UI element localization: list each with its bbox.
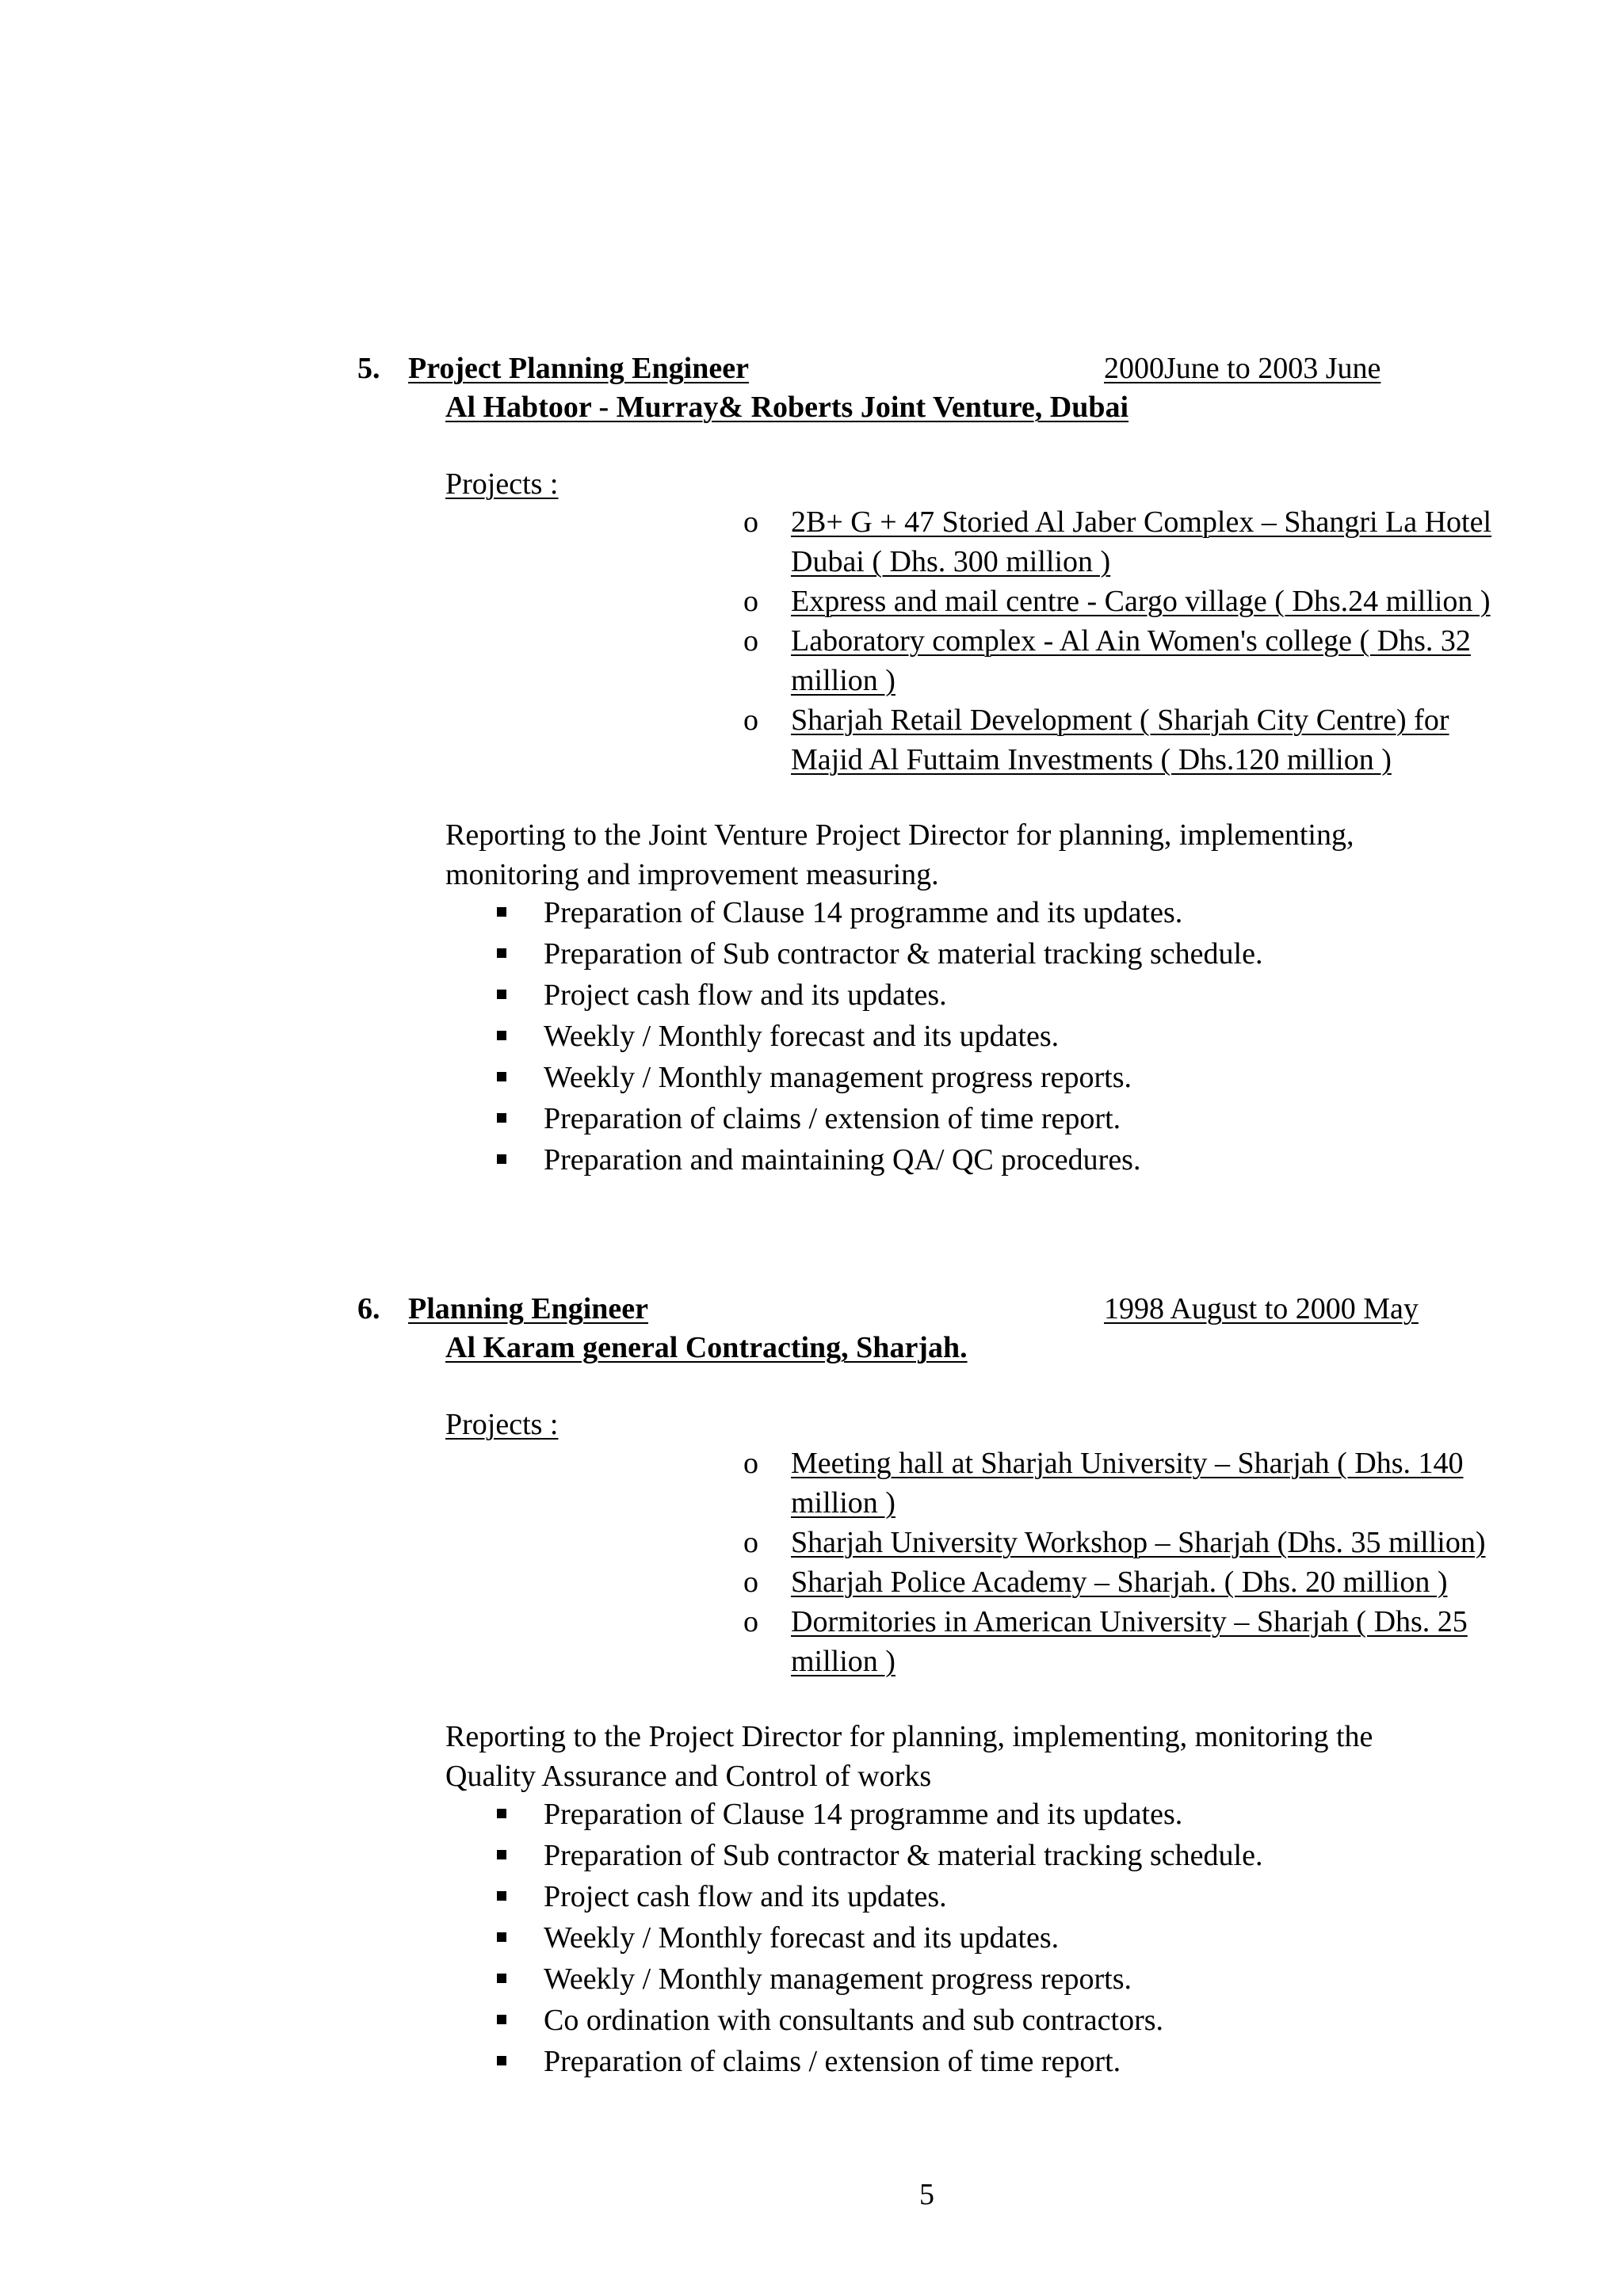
project-item-line: 2B+ G + 47 Storied Al Jaber Complex – Shangri La Hotel bbox=[791, 505, 1492, 539]
project-item-line: Dubai ( Dhs. 300 million ) bbox=[791, 545, 1111, 578]
project-item-line: Meeting hall at Sharjah University – Sharjah ( Dhs. 140 bbox=[791, 1447, 1464, 1480]
project-bullet: o bbox=[743, 1605, 758, 1638]
square-bullet-icon bbox=[497, 2015, 506, 2024]
square-bullet-icon bbox=[497, 948, 506, 958]
project-bullet: o bbox=[743, 1526, 758, 1559]
duty-item: Project cash flow and its updates. bbox=[544, 1880, 947, 1913]
project-bullet: o bbox=[743, 585, 758, 618]
job-dates: 2000June to 2003 June bbox=[1104, 352, 1381, 385]
summary-line: Quality Assurance and Control of works bbox=[445, 1760, 932, 1793]
job-title: Project Planning Engineer bbox=[408, 352, 749, 385]
duty-item: Project cash flow and its updates. bbox=[544, 978, 947, 1012]
duty-item: Co ordination with consultants and sub contractors. bbox=[544, 2004, 1164, 2037]
project-item-line: Dormitories in American University – Sharjah ( Dhs. 25 bbox=[791, 1605, 1468, 1638]
project-item-line: million ) bbox=[791, 1486, 896, 1520]
duty-item: Weekly / Monthly management progress reports. bbox=[544, 1962, 1132, 1996]
project-bullet: o bbox=[743, 1566, 758, 1599]
section-number: 5. bbox=[357, 352, 380, 385]
square-bullet-icon bbox=[497, 1932, 506, 1942]
square-bullet-icon bbox=[497, 907, 506, 917]
project-item-line: Sharjah University Workshop – Sharjah (Dhs. 35 million) bbox=[791, 1526, 1486, 1559]
projects-label: Projects : bbox=[445, 467, 559, 501]
project-item-line: Majid Al Futtaim Investments ( Dhs.120 million ) bbox=[791, 743, 1392, 776]
summary-line: Reporting to the Project Director for planning, implementing, monitoring the bbox=[445, 1720, 1373, 1753]
square-bullet-icon bbox=[497, 2056, 506, 2065]
job-dates: 1998 August to 2000 May bbox=[1104, 1292, 1419, 1325]
duty-item: Weekly / Monthly forecast and its updates. bbox=[544, 1020, 1060, 1053]
duty-item: Preparation and maintaining QA/ QC procedures. bbox=[544, 1143, 1141, 1177]
company-name: Al Habtoor - Murray& Roberts Joint Venture, Dubai bbox=[445, 391, 1129, 424]
project-bullet: o bbox=[743, 624, 758, 658]
square-bullet-icon bbox=[497, 1974, 506, 1983]
company-name: Al Karam general Contracting, Sharjah. bbox=[445, 1331, 968, 1364]
square-bullet-icon bbox=[497, 1072, 506, 1081]
job-title: Planning Engineer bbox=[408, 1292, 648, 1325]
square-bullet-icon bbox=[497, 1031, 506, 1040]
project-item-line: million ) bbox=[791, 1645, 896, 1678]
project-item-line: Sharjah Police Academy – Sharjah. ( Dhs. 20 million ) bbox=[791, 1566, 1448, 1599]
duty-item: Preparation of claims / extension of time report. bbox=[544, 2045, 1121, 2078]
section-number: 6. bbox=[357, 1292, 380, 1325]
duty-item: Preparation of Clause 14 programme and its updates. bbox=[544, 896, 1183, 929]
duty-item: Weekly / Monthly forecast and its updates. bbox=[544, 1921, 1060, 1955]
summary-line: monitoring and improvement measuring. bbox=[445, 858, 939, 891]
square-bullet-icon bbox=[497, 990, 506, 999]
duty-item: Preparation of Sub contractor & material tracking schedule. bbox=[544, 937, 1263, 971]
project-bullet: o bbox=[743, 505, 758, 539]
duty-item: Weekly / Monthly management progress reports. bbox=[544, 1061, 1132, 1094]
duty-item: Preparation of Sub contractor & material tracking schedule. bbox=[544, 1839, 1263, 1872]
project-item-line: Sharjah Retail Development ( Sharjah City Centre) for bbox=[791, 704, 1449, 737]
project-item-line: Laboratory complex - Al Ain Women's college ( Dhs. 32 bbox=[791, 624, 1471, 658]
square-bullet-icon bbox=[497, 1891, 506, 1901]
square-bullet-icon bbox=[497, 1154, 506, 1164]
duty-item: Preparation of Clause 14 programme and its updates. bbox=[544, 1798, 1183, 1831]
project-bullet: o bbox=[743, 704, 758, 737]
project-bullet: o bbox=[743, 1447, 758, 1480]
duty-item: Preparation of claims / extension of time report. bbox=[544, 1102, 1121, 1135]
project-item-line: Express and mail centre - Cargo village ( Dhs.24 million ) bbox=[791, 585, 1491, 618]
project-item-line: million ) bbox=[791, 664, 896, 697]
square-bullet-icon bbox=[497, 1850, 506, 1859]
square-bullet-icon bbox=[497, 1809, 506, 1818]
projects-label: Projects : bbox=[445, 1408, 559, 1441]
summary-line: Reporting to the Joint Venture Project Director for planning, implementing, bbox=[445, 818, 1354, 852]
page-number: 5 bbox=[919, 2178, 934, 2211]
square-bullet-icon bbox=[497, 1113, 506, 1123]
